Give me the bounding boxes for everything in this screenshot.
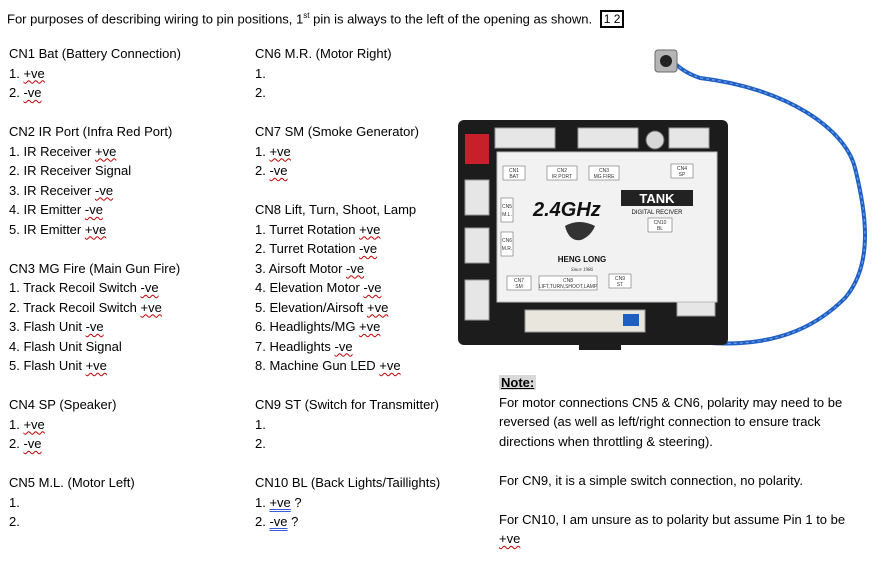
pin-description: 4. Elevation Motor -ve bbox=[255, 280, 382, 295]
connector-title: CN2 IR Port (Infra Red Port) bbox=[9, 124, 173, 139]
svg-text:M.R.: M.R. bbox=[501, 246, 513, 252]
connector-title: CN4 SP (Speaker) bbox=[9, 397, 117, 412]
svg-text:BAT: BAT bbox=[509, 174, 519, 180]
pin-description: 5. Flash Unit +ve bbox=[9, 358, 107, 373]
cn2-label: CN2 bbox=[556, 168, 568, 174]
cn8-label: CN8 bbox=[562, 278, 574, 284]
connector-list-left bbox=[9, 44, 181, 532]
pin-description: 2. Turret Rotation -ve bbox=[255, 241, 378, 256]
connector-list-middle bbox=[255, 44, 440, 532]
pin-description: 2. bbox=[9, 514, 20, 529]
pin-description: 3. Flash Unit -ve bbox=[9, 319, 104, 334]
pin-description: 2. -ve ? bbox=[255, 514, 299, 529]
svg-text:IR PORT: IR PORT bbox=[551, 174, 573, 180]
connector-title: CN7 SM (Smoke Generator) bbox=[255, 124, 419, 139]
pin-description: 3. Airsoft Motor -ve bbox=[255, 260, 365, 276]
cn10-label: CN10 bbox=[653, 220, 667, 226]
pin-description: 1. +ve bbox=[255, 143, 291, 159]
svg-text:SP: SP bbox=[678, 172, 686, 178]
svg-text:M.L.: M.L. bbox=[502, 212, 512, 218]
brand-frequency: 2.4GHz bbox=[533, 199, 601, 221]
connector-title: CN8 Lift, Turn, Shoot, Lamp bbox=[255, 202, 417, 217]
pin-description: 1. +ve bbox=[9, 416, 45, 432]
cn3-label: CN3 bbox=[598, 168, 610, 174]
cn6-label: CN6 bbox=[501, 238, 513, 244]
pin-description: 1. +ve ? bbox=[255, 494, 302, 510]
pin-description: 2. bbox=[255, 85, 266, 100]
connector-title: CN5 M.L. (Motor Left) bbox=[9, 475, 135, 490]
cn5-label: CN5 bbox=[501, 204, 513, 210]
cn1-label: CN1 bbox=[508, 168, 520, 174]
pin-description: 2. -ve bbox=[9, 436, 42, 451]
pin-description: 4. Flash Unit Signal bbox=[9, 338, 122, 354]
cn4-label: CN4 bbox=[676, 166, 688, 172]
cn7-label: CN7 bbox=[513, 278, 525, 284]
pin-description: 1. bbox=[9, 494, 20, 510]
note-p3-line2: +ve bbox=[499, 531, 521, 546]
pin-description: 8. Machine Gun LED +ve bbox=[255, 358, 401, 373]
maker-since: Since 1986 bbox=[570, 268, 594, 273]
intro-text: For purposes of describing wiring to pin positions, 1st pin is always to the left of the opening as shown. 1 2 bbox=[7, 8, 624, 28]
connector-title: CN1 Bat (Battery Connection) bbox=[9, 46, 181, 61]
connector-title: CN3 MG Fire (Main Gun Fire) bbox=[9, 260, 181, 276]
receiver-board-photo bbox=[455, 48, 870, 368]
pin-description: 2. -ve bbox=[9, 85, 42, 100]
pin-description: 5. IR Emitter +ve bbox=[9, 221, 107, 237]
pin-description: 2. -ve bbox=[255, 163, 288, 178]
note-p3-line1: For CN10, I am unsure as to polarity but assume Pin 1 to be bbox=[499, 511, 846, 527]
pin-description: 1. bbox=[255, 65, 266, 81]
svg-text:MG FIRE: MG FIRE bbox=[593, 174, 615, 180]
pin-description: 2. IR Receiver Signal bbox=[9, 163, 132, 178]
pin-description: 2. Track Recoil Switch +ve bbox=[9, 299, 162, 315]
svg-text:BL: BL bbox=[656, 226, 664, 232]
note-p1-line1: For motor connections CN5 & CN6, polarity may need to be bbox=[499, 394, 843, 410]
note-p2: For CN9, it is a simple switch connection, no polarity. bbox=[499, 472, 803, 488]
pin-description: 7. Headlights -ve bbox=[255, 338, 353, 354]
note-section bbox=[499, 373, 845, 549]
note-p1-line3: directions when throttling & steering). bbox=[499, 433, 713, 449]
pin-description: 6. Headlights/MG +ve bbox=[255, 319, 381, 334]
brand-tank: TANK bbox=[639, 191, 675, 206]
pin-description: 5. Elevation/Airsoft +ve bbox=[255, 299, 389, 315]
note-heading: Note: bbox=[501, 375, 535, 390]
brand-subtitle: DIGITAL RECIVER bbox=[631, 210, 683, 216]
pin-description: 4. IR Emitter -ve bbox=[9, 202, 103, 217]
pin-description: 1. bbox=[255, 416, 266, 432]
pin-description: 1. Track Recoil Switch -ve bbox=[9, 280, 159, 295]
pin-description: 1. Turret Rotation +ve bbox=[255, 221, 381, 237]
svg-text:LIFT,TURN,SHOOT,LAMP: LIFT,TURN,SHOOT,LAMP bbox=[538, 284, 598, 290]
pin-description: 2. bbox=[255, 436, 266, 451]
cn9-label: CN9 bbox=[614, 276, 626, 282]
maker-name: HENG LONG bbox=[557, 255, 607, 264]
connector-title: CN10 BL (Back Lights/Taillights) bbox=[255, 475, 441, 490]
connector-title: CN9 ST (Switch for Transmitter) bbox=[255, 397, 439, 412]
pin-description: 3. IR Receiver -ve bbox=[9, 182, 114, 198]
note-p1-line2: reversed (as well as left/right connection to ensure track bbox=[499, 414, 821, 429]
pin-description: 1. IR Receiver +ve bbox=[9, 143, 117, 159]
battery-connector-icon bbox=[465, 134, 489, 164]
pin-description: 1. +ve bbox=[9, 65, 45, 81]
connector-title: CN6 M.R. (Motor Right) bbox=[255, 46, 392, 61]
svg-text:SM: SM bbox=[515, 284, 523, 290]
svg-text:ST: ST bbox=[616, 282, 624, 288]
pin-position-box: 1 2 bbox=[600, 10, 625, 28]
